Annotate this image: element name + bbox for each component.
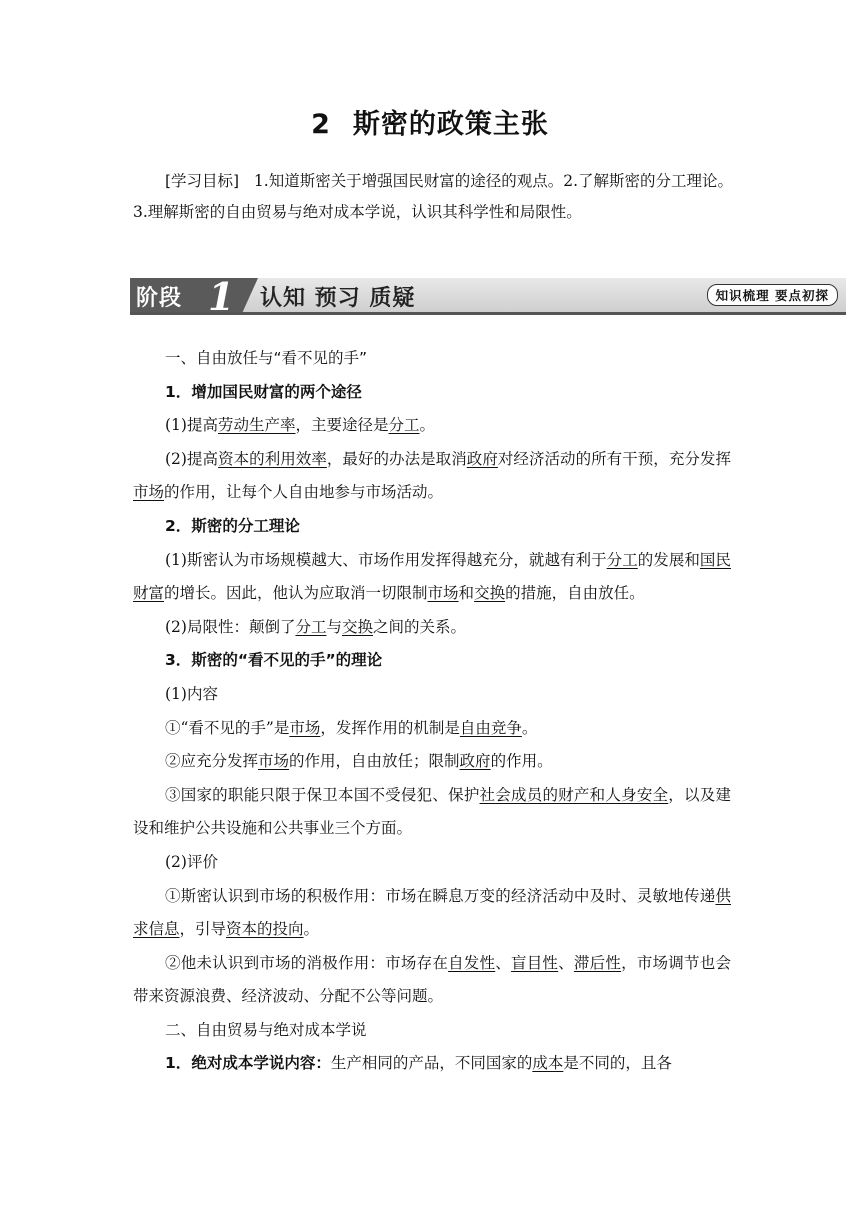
objectives-text: 1.知道斯密关于增强国民财富的途径的观点。2.了解斯密的分工理论。3.理解斯密的自由贸易与绝对成本学说，认识其科学性和局限性。 <box>133 172 733 221</box>
fill-blank: 市场 <box>289 718 321 737</box>
fill-blank: 盲目性 <box>510 953 559 972</box>
paragraph-4: (2)局限性：颠倒了分工与交换之间的关系。 <box>165 617 467 636</box>
fill-blank: 供求信息 <box>133 886 731 939</box>
paragraph-6: ①“看不见的手”是市场，发挥作用的机制是自由竞争。 <box>165 718 538 737</box>
subheading-text: 斯密的“看不见的手”的理论 <box>191 651 383 670</box>
fill-blank: 分工 <box>295 617 327 636</box>
section-heading-2: 二、自由贸易与绝对成本学说 <box>165 1020 367 1039</box>
fill-blank: 交换 <box>474 584 506 603</box>
subheading-1-1: 1．增加国民财富的两个途径 <box>165 382 362 401</box>
document-body <box>133 342 731 1081</box>
fill-blank: 市场 <box>133 483 165 502</box>
fill-blank: 滞后性 <box>573 953 622 972</box>
fill-blank: 社会成员的财产和人身安全 <box>479 785 669 804</box>
fill-blank: 资本的投向 <box>226 920 304 939</box>
title-text: 斯密的政策主张 <box>352 109 549 140</box>
paragraph-10: ①斯密认识到市场的积极作用：市场在瞬息万变的经济活动中及时、灵敏地传递供求信息，引导资本的投向。 <box>133 886 731 939</box>
subheading-number: 3 <box>165 651 176 670</box>
subheading-number: 2 <box>165 516 176 535</box>
stage-number: 1 <box>208 274 235 319</box>
fill-blank: 市场 <box>258 752 290 771</box>
fill-blank: 资本的利用效率 <box>218 449 327 468</box>
subheading-1-2: 2．斯密的分工理论 <box>165 516 300 535</box>
fill-blank: 国民财富 <box>133 550 731 603</box>
fill-blank: 自发性 <box>448 953 496 972</box>
fill-blank: 分工 <box>388 416 420 435</box>
stage-heading: 认知 预习 质疑 <box>260 286 416 311</box>
paragraph-11: ②他未认识到市场的消极作用：市场存在自发性、盲目性、滞后性，市场调节也会带来资源浪费、经济波动、分配不公等问题。 <box>133 953 731 1006</box>
learning-objectives <box>133 166 733 228</box>
paragraph-1: (1)提高劳动生产率，主要途径是分工。 <box>165 416 436 435</box>
objectives-tag: [学习目标] <box>165 172 240 190</box>
paragraph-9: (2)评价 <box>165 852 218 871</box>
subheading-number: 1 <box>165 382 176 401</box>
paragraph-5: (1)内容 <box>165 684 218 703</box>
title-number: 2 <box>311 109 331 140</box>
stage-label: 阶段 <box>136 286 183 311</box>
paragraph-8: ③国家的职能只限于保卫本国不受侵犯、保护社会成员的财产和人身安全，以及建设和维护公共设施和公共事业三个方面。 <box>133 785 731 838</box>
fill-blank: 成本 <box>532 1054 564 1073</box>
page-title <box>0 102 860 141</box>
paragraph-12: 1．绝对成本学说内容：生产相同的产品，不同国家的成本是不同的，且各 <box>165 1054 672 1073</box>
paragraph-3: (1)斯密认为市场规模越大、市场作用发挥得越充分，就越有利于分工的发展和国民财富的增长。因此，他认为应取消一切限制市场和交换的措施，自由放任。 <box>133 550 731 603</box>
paragraph-7: ②应充分发挥市场的作用，自由放任；限制政府的作用。 <box>165 752 553 771</box>
subheading-text: 增加国民财富的两个途径 <box>191 382 362 401</box>
fill-blank: 政府 <box>466 449 498 468</box>
stage-banner <box>130 274 846 319</box>
fill-blank: 政府 <box>459 752 491 771</box>
fill-blank: 市场 <box>427 584 459 603</box>
subheading-text: 斯密的分工理论 <box>191 516 300 535</box>
subheading-1-3: 3．斯密的“看不见的手”的理论 <box>165 651 383 670</box>
fill-blank: 劳动生产率 <box>217 416 296 435</box>
fill-blank: 自由竞争 <box>459 718 522 737</box>
paragraph-2: (2)提高资本的利用效率，最好的办法是取消政府对经济活动的所有干预，充分发挥市场的作用，让每个人自由地参与市场活动。 <box>133 449 731 502</box>
section-heading-1: 一、自由放任与“看不见的手” <box>165 349 368 367</box>
stage-subtitle: 知识梳理 要点初探 <box>707 284 838 306</box>
fill-blank: 分工 <box>606 550 638 569</box>
fill-blank: 交换 <box>342 617 374 636</box>
subheading-number: 1 <box>165 1054 176 1073</box>
subheading-label: 绝对成本学说内容： <box>191 1054 331 1073</box>
